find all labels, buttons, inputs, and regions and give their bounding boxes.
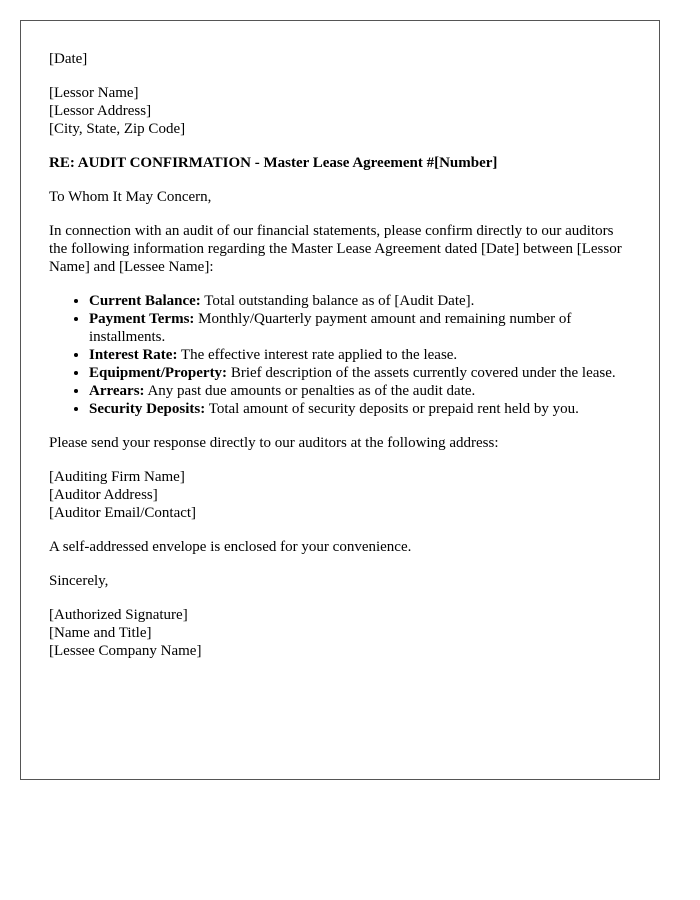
date-text: [Date] bbox=[49, 51, 88, 67]
list-item bbox=[89, 382, 631, 400]
item-label: Payment Terms: bbox=[89, 311, 195, 327]
item-text: The effective interest rate applied to the lease. bbox=[177, 347, 458, 363]
lessor-address-block bbox=[49, 84, 631, 138]
item-text: Any past due amounts or penalties as of the audit date. bbox=[144, 383, 476, 399]
response-instruction: Please send your response directly to our auditors at the following address: bbox=[49, 435, 499, 451]
item-text: Monthly/Quarterly payment amount and remaining number of installments. bbox=[89, 311, 572, 345]
lessor-city-state-zip: [City, State, Zip Code] bbox=[49, 121, 186, 137]
letter-page bbox=[20, 20, 660, 780]
auditor-firm-name: [Auditing Firm Name] bbox=[49, 469, 185, 485]
item-label: Arrears: bbox=[89, 383, 145, 399]
item-text: Total outstanding balance as of [Audit Date]. bbox=[200, 293, 475, 309]
item-label: Current Balance: bbox=[89, 293, 201, 309]
item-label: Security Deposits: bbox=[89, 401, 206, 417]
item-label: Equipment/Property: bbox=[89, 365, 228, 381]
item-label: Interest Rate: bbox=[89, 347, 178, 363]
lessor-name: [Lessor Name] bbox=[49, 85, 139, 101]
list-item bbox=[89, 346, 631, 364]
lessor-address: [Lessor Address] bbox=[49, 103, 152, 119]
date-line bbox=[49, 50, 631, 68]
auditor-address: [Auditor Address] bbox=[49, 487, 158, 503]
auditor-contact: [Auditor Email/Contact] bbox=[49, 505, 197, 521]
signer-name-title: [Name and Title] bbox=[49, 625, 152, 641]
intro-paragraph: In connection with an audit of our financial statements, please confirm directly to our auditors the following information regarding the Master Lease Agreement dated [Date] between [Lessor Name] and [Lessee Name]: bbox=[49, 223, 622, 275]
list-item bbox=[89, 310, 631, 346]
list-item bbox=[89, 292, 631, 310]
closing: Sincerely, bbox=[49, 573, 109, 589]
salutation: To Whom It May Concern, bbox=[49, 189, 212, 205]
confirmation-items-list bbox=[49, 292, 631, 418]
item-text: Total amount of security deposits or prepaid rent held by you. bbox=[205, 401, 579, 417]
envelope-note: A self-addressed envelope is enclosed for your convenience. bbox=[49, 539, 412, 555]
subject-line: RE: AUDIT CONFIRMATION - Master Lease Agreement #[Number] bbox=[49, 155, 498, 171]
signature-block bbox=[49, 606, 631, 660]
item-text: Brief description of the assets currently covered under the lease. bbox=[227, 365, 616, 381]
list-item bbox=[89, 400, 631, 418]
list-item bbox=[89, 364, 631, 382]
authorized-signature: [Authorized Signature] bbox=[49, 607, 188, 623]
auditor-address-block bbox=[49, 468, 631, 522]
lessee-company-name: [Lessee Company Name] bbox=[49, 643, 202, 659]
